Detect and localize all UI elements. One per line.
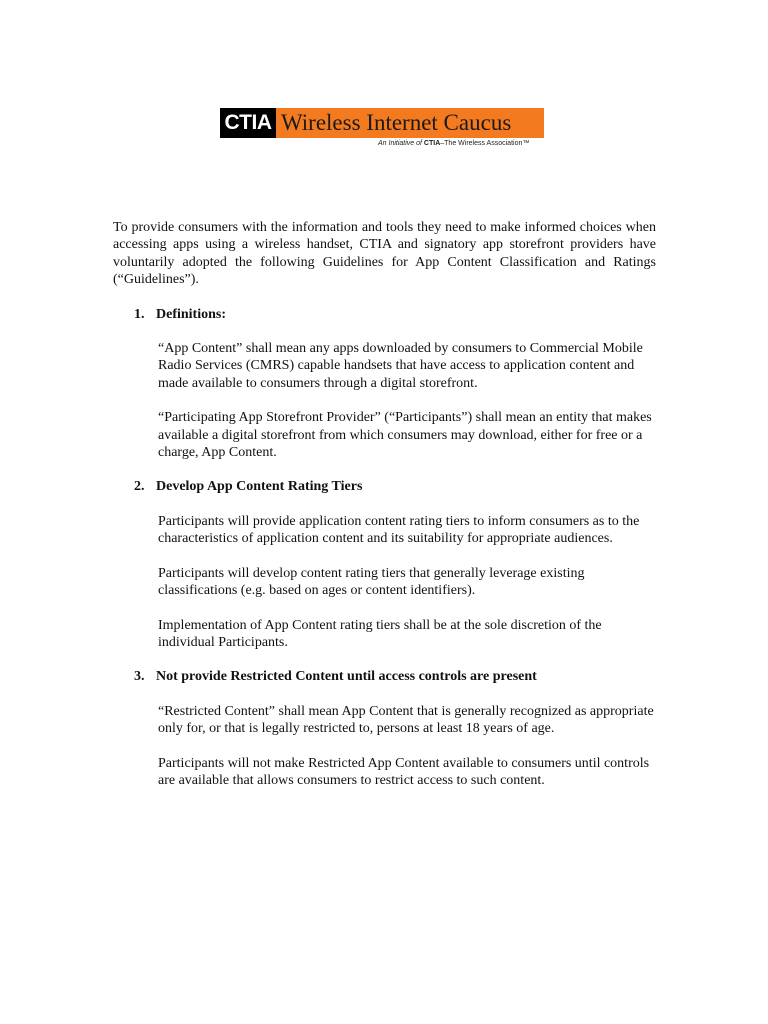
logo-tagline-org: CTIA xyxy=(423,140,441,147)
logo-bar xyxy=(220,108,544,138)
ctia-logo xyxy=(220,108,550,150)
section-rating-tiers xyxy=(113,478,656,651)
section-title: Develop App Content Rating Tiers xyxy=(156,479,363,495)
section-heading xyxy=(113,668,656,685)
section-number: 2. xyxy=(134,479,145,495)
section-paragraph: Implementation of App Content rating tiers shall be at the sole discretion of the individual Participants. xyxy=(158,617,602,650)
section-paragraph: Participants will develop content rating tiers that generally leverage existing classifications (e.g. based on ages or content identifiers). xyxy=(158,565,585,599)
document-body xyxy=(113,219,656,806)
section-heading xyxy=(113,306,656,323)
section-paragraph: “App Content” shall mean any apps downloaded by consumers to Commercial Mobile Radio Services (CMRS) capable handsets that have access to application content and made available to consumers through a digital storefront. xyxy=(158,341,643,391)
section-title: Not provide Restricted Content until access controls are present xyxy=(156,669,537,685)
section-number: 1. xyxy=(134,306,145,322)
logo-tagline-suffix: –The Wireless Association xyxy=(440,140,523,147)
section-restricted-content xyxy=(113,668,656,789)
logo-tagline-mark: ™ xyxy=(522,140,530,147)
intro-paragraph: To provide consumers with the information and tools they need to make informed choices when accessing apps using a wireless handset, CTIA and signatory app storefront providers have voluntarily adopted the following Guidelines for App Content Classification and Ratings (“Guidelines”). xyxy=(113,220,656,288)
logo-name: Wireless Internet Caucus xyxy=(276,108,544,138)
section-heading xyxy=(113,478,656,495)
section-title: Definitions: xyxy=(156,306,226,322)
section-paragraph: “Participating App Storefront Provider” (“Participants”) shall mean an entity that makes available a digital storefront from which consumers may download, either for free or a charge, App Content. xyxy=(158,410,652,461)
logo-tagline-prefix: An Initiative of xyxy=(378,140,424,147)
logo-tagline xyxy=(378,140,529,147)
section-paragraph: “Restricted Content” shall mean App Content that is generally recognized as appropriate only for, or that is legally restricted to, persons at least 18 years of age. xyxy=(158,703,654,737)
section-number: 3. xyxy=(134,669,145,685)
section-paragraph: Participants will not make Restricted App Content available to consumers until controls are available that allows consumers to restrict access to such content. xyxy=(158,755,650,788)
section-paragraph: Participants will provide application content rating tiers to inform consumers as to the characteristics of application content and its suitability for appropriate audiences. xyxy=(158,513,640,547)
logo-brand: CTIA xyxy=(220,108,276,138)
section-definitions xyxy=(113,306,656,462)
